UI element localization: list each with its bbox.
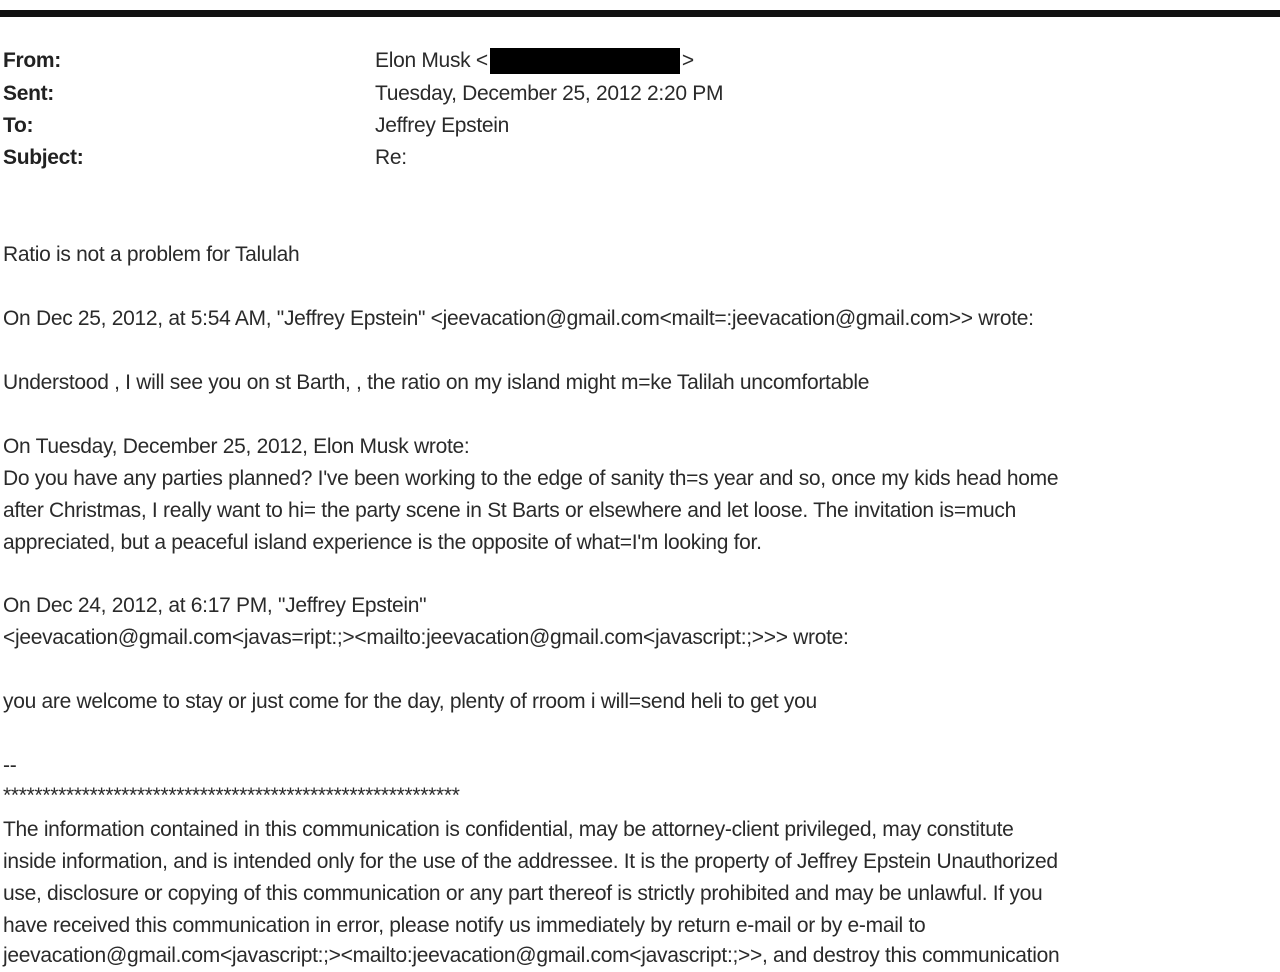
subject-value: Re:: [375, 146, 407, 169]
from-close: >: [681, 49, 694, 72]
from-label: From:: [3, 49, 61, 72]
body-line: Ratio is not a problem for Talulah: [3, 243, 300, 266]
body-line: --: [3, 754, 17, 777]
to-value: Jeffrey Epstein: [375, 114, 510, 137]
body-line: <jeevacation@gmail.com<javas=ript:;><mailto:jeevacation@gmail.com<javascript:;>>> wrote:: [3, 626, 849, 649]
sent-value: Tuesday, December 25, 2012 2:20 PM: [375, 82, 724, 105]
body-line: Do you have any parties planned? I've been working to the edge of sanity th=s year and so, once my kids head home: [3, 467, 1059, 490]
body-line: use, disclosure or copying of this communication or any part thereof is strictly prohibited and may be unlawful. If you: [3, 882, 1043, 905]
to-label: To:: [3, 114, 34, 137]
from-value: [375, 45, 694, 77]
body-line: after Christmas, I really want to hi= the party scene in St Barts or elsewhere and let loose. The invitation is=much: [3, 499, 1016, 522]
body-line: appreciated, but a peaceful island experience is the opposite of what=I'm looking for.: [3, 531, 762, 554]
body-line: have received this communication in error, please notify us immediately by return e-mail or by e-mail to: [3, 914, 926, 937]
body-line: **********************************************************: [3, 784, 460, 807]
body-line: you are welcome to stay or just come for the day, plenty of rroom i will=send heli to get you: [3, 690, 817, 713]
from-name: Elon Musk <: [375, 49, 488, 72]
top-rule: [0, 10, 1280, 17]
subject-label: Subject:: [3, 146, 84, 169]
body-line: Understood , I will see you on st Barth, , the ratio on my island might m=ke Talilah uncomfortable: [3, 371, 870, 394]
body-line: The information contained in this communication is confidential, may be attorney-client privileged, may constitute: [3, 818, 1014, 841]
body-line: inside information, and is intended only for the use of the addressee. It is the property of Jeffrey Epstein Unauthorized: [3, 850, 1058, 873]
body-line: jeevacation@gmail.com<javascript:;><mailto:jeevacation@gmail.com<javascript:;>>, and destroy this communication: [3, 944, 1060, 967]
sent-label: Sent:: [3, 82, 55, 105]
body-line: On Tuesday, December 25, 2012, Elon Musk wrote:: [3, 435, 470, 458]
redaction-box: [490, 48, 680, 74]
body-line: On Dec 25, 2012, at 5:54 AM, "Jeffrey Epstein" <jeevacation@gmail.com<mailt=:jeevacation@gmail.com>> wrote:: [3, 307, 1034, 330]
body-line: On Dec 24, 2012, at 6:17 PM, "Jeffrey Epstein": [3, 594, 427, 617]
